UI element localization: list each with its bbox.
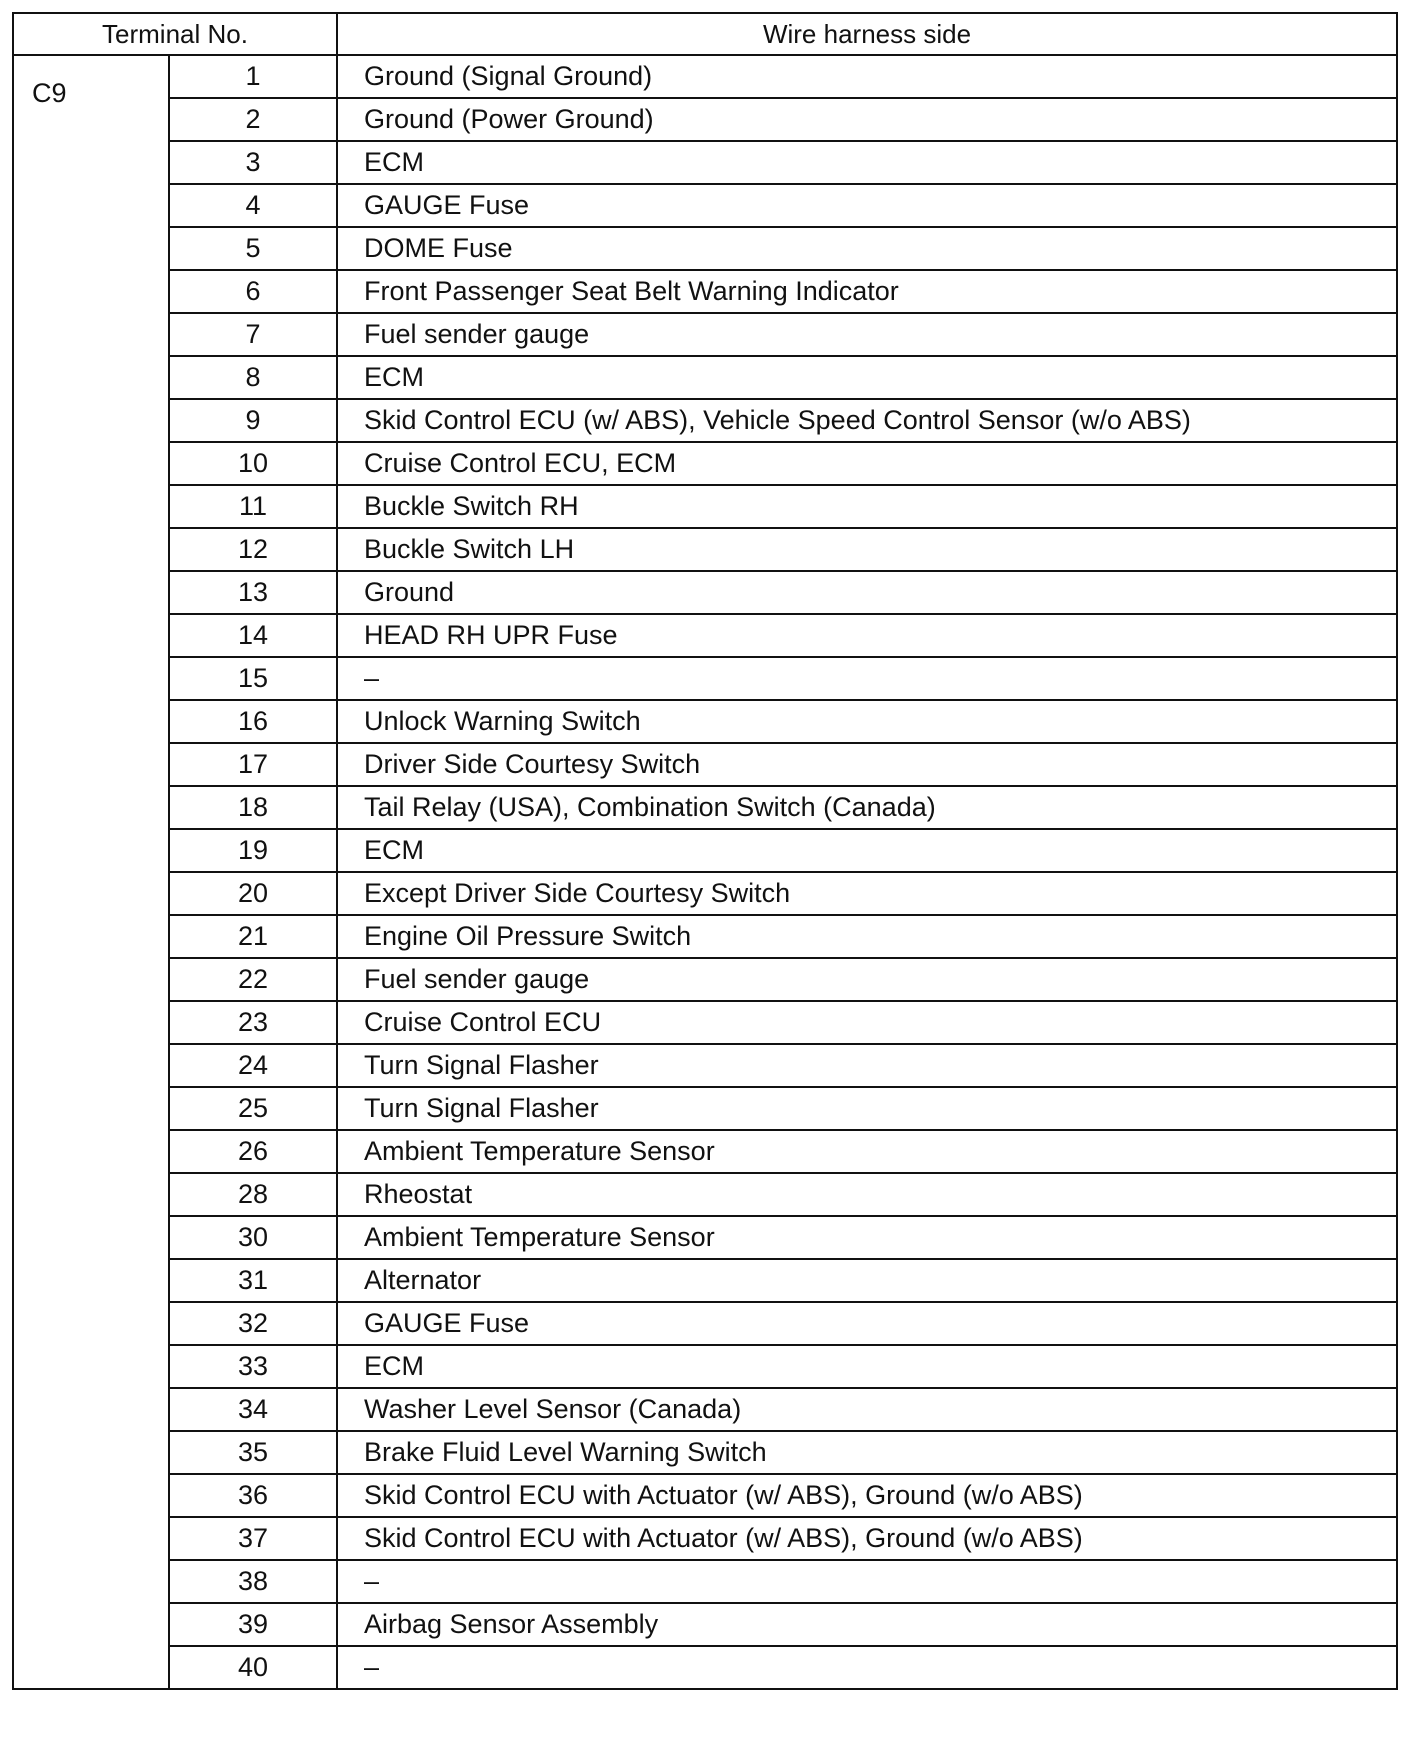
- terminal-number: 22: [169, 958, 337, 1001]
- terminal-table: [12, 12, 1398, 1690]
- header-wire-harness-side: Wire harness side: [337, 13, 1397, 55]
- terminal-number: 4: [169, 184, 337, 227]
- table-row: [13, 1388, 1397, 1431]
- table-row: [13, 1474, 1397, 1517]
- terminal-number: 14: [169, 614, 337, 657]
- wire-harness-description: Airbag Sensor Assembly: [337, 1603, 1397, 1646]
- terminal-number: 38: [169, 1560, 337, 1603]
- wire-harness-description: Engine Oil Pressure Switch: [337, 915, 1397, 958]
- terminal-number: 24: [169, 1044, 337, 1087]
- terminal-number: 5: [169, 227, 337, 270]
- terminal-number: 37: [169, 1517, 337, 1560]
- terminal-number: 35: [169, 1431, 337, 1474]
- wire-harness-description: Turn Signal Flasher: [337, 1087, 1397, 1130]
- wire-harness-description: Skid Control ECU with Actuator (w/ ABS), Ground (w/o ABS): [337, 1517, 1397, 1560]
- wire-harness-description: HEAD RH UPR Fuse: [337, 614, 1397, 657]
- table-row: [13, 1001, 1397, 1044]
- wire-harness-description: Rheostat: [337, 1173, 1397, 1216]
- table-body: [13, 55, 1397, 1689]
- terminal-number: 2: [169, 98, 337, 141]
- table-row: [13, 442, 1397, 485]
- table-row: [13, 55, 1397, 98]
- wire-harness-description: –: [337, 657, 1397, 700]
- terminal-number: 23: [169, 1001, 337, 1044]
- wire-harness-description: Cruise Control ECU: [337, 1001, 1397, 1044]
- table-row: [13, 614, 1397, 657]
- terminal-number: 32: [169, 1302, 337, 1345]
- terminal-number: 19: [169, 829, 337, 872]
- connector-label: C9: [13, 55, 169, 1689]
- table-row: [13, 700, 1397, 743]
- terminal-number: 16: [169, 700, 337, 743]
- wire-harness-description: DOME Fuse: [337, 227, 1397, 270]
- terminal-number: 21: [169, 915, 337, 958]
- terminal-number: 8: [169, 356, 337, 399]
- terminal-number: 11: [169, 485, 337, 528]
- wire-harness-description: Except Driver Side Courtesy Switch: [337, 872, 1397, 915]
- wire-harness-description: Skid Control ECU (w/ ABS), Vehicle Speed Control Sensor (w/o ABS): [337, 399, 1397, 442]
- header-terminal-no: Terminal No.: [13, 13, 337, 55]
- table-row: [13, 1603, 1397, 1646]
- terminal-number: 20: [169, 872, 337, 915]
- table-row: [13, 184, 1397, 227]
- wire-harness-description: Tail Relay (USA), Combination Switch (Canada): [337, 786, 1397, 829]
- header-row: [13, 13, 1397, 55]
- terminal-number: 9: [169, 399, 337, 442]
- wire-harness-description: Washer Level Sensor (Canada): [337, 1388, 1397, 1431]
- wire-harness-description: Buckle Switch LH: [337, 528, 1397, 571]
- table-row: [13, 485, 1397, 528]
- terminal-number: 7: [169, 313, 337, 356]
- table-row: [13, 1173, 1397, 1216]
- table-row: [13, 141, 1397, 184]
- terminal-number: 33: [169, 1345, 337, 1388]
- wire-harness-description: Alternator: [337, 1259, 1397, 1302]
- table-row: [13, 1302, 1397, 1345]
- table-row: [13, 872, 1397, 915]
- wire-harness-description: Fuel sender gauge: [337, 313, 1397, 356]
- terminal-number: 39: [169, 1603, 337, 1646]
- table-row: [13, 98, 1397, 141]
- table-row: [13, 356, 1397, 399]
- terminal-number: 1: [169, 55, 337, 98]
- table-row: [13, 1646, 1397, 1689]
- table-row: [13, 958, 1397, 1001]
- table-row: [13, 786, 1397, 829]
- table-row: [13, 1517, 1397, 1560]
- wire-harness-description: GAUGE Fuse: [337, 184, 1397, 227]
- wire-harness-description: Ambient Temperature Sensor: [337, 1216, 1397, 1259]
- table-row: [13, 1345, 1397, 1388]
- terminal-number: 36: [169, 1474, 337, 1517]
- wire-harness-description: Skid Control ECU with Actuator (w/ ABS), Ground (w/o ABS): [337, 1474, 1397, 1517]
- wire-harness-description: Ambient Temperature Sensor: [337, 1130, 1397, 1173]
- table-row: [13, 571, 1397, 614]
- wire-harness-description: Turn Signal Flasher: [337, 1044, 1397, 1087]
- table-row: [13, 227, 1397, 270]
- terminal-number: 10: [169, 442, 337, 485]
- table-row: [13, 1216, 1397, 1259]
- wire-harness-description: Ground (Signal Ground): [337, 55, 1397, 98]
- wire-harness-description: ECM: [337, 1345, 1397, 1388]
- table-row: [13, 915, 1397, 958]
- terminal-number: 12: [169, 528, 337, 571]
- terminal-number: 30: [169, 1216, 337, 1259]
- terminal-number: 40: [169, 1646, 337, 1689]
- table-row: [13, 528, 1397, 571]
- wire-harness-description: Ground: [337, 571, 1397, 614]
- terminal-number: 18: [169, 786, 337, 829]
- terminal-number: 6: [169, 270, 337, 313]
- terminal-number: 15: [169, 657, 337, 700]
- wire-harness-description: Front Passenger Seat Belt Warning Indicator: [337, 270, 1397, 313]
- wire-harness-description: Buckle Switch RH: [337, 485, 1397, 528]
- wire-harness-description: –: [337, 1560, 1397, 1603]
- table-row: [13, 657, 1397, 700]
- wire-harness-description: Ground (Power Ground): [337, 98, 1397, 141]
- table-row: [13, 399, 1397, 442]
- table-row: [13, 1259, 1397, 1302]
- terminal-number: 17: [169, 743, 337, 786]
- terminal-number: 31: [169, 1259, 337, 1302]
- terminal-number: 3: [169, 141, 337, 184]
- table-row: [13, 743, 1397, 786]
- terminal-number: 26: [169, 1130, 337, 1173]
- wire-harness-description: GAUGE Fuse: [337, 1302, 1397, 1345]
- wire-harness-description: ECM: [337, 829, 1397, 872]
- table-row: [13, 270, 1397, 313]
- terminal-number: 25: [169, 1087, 337, 1130]
- terminal-number: 13: [169, 571, 337, 614]
- wire-harness-description: Cruise Control ECU, ECM: [337, 442, 1397, 485]
- wire-harness-description: Driver Side Courtesy Switch: [337, 743, 1397, 786]
- table-row: [13, 829, 1397, 872]
- wire-harness-description: Unlock Warning Switch: [337, 700, 1397, 743]
- terminal-number: 28: [169, 1173, 337, 1216]
- table-row: [13, 1130, 1397, 1173]
- wire-harness-description: –: [337, 1646, 1397, 1689]
- table-row: [13, 1044, 1397, 1087]
- table-header: [13, 13, 1397, 55]
- table-row: [13, 1087, 1397, 1130]
- terminal-number: 34: [169, 1388, 337, 1431]
- table-row: [13, 1431, 1397, 1474]
- table-row: [13, 313, 1397, 356]
- table-row: [13, 1560, 1397, 1603]
- wire-harness-description: Brake Fluid Level Warning Switch: [337, 1431, 1397, 1474]
- wire-harness-description: Fuel sender gauge: [337, 958, 1397, 1001]
- wire-harness-description: ECM: [337, 356, 1397, 399]
- wire-harness-description: ECM: [337, 141, 1397, 184]
